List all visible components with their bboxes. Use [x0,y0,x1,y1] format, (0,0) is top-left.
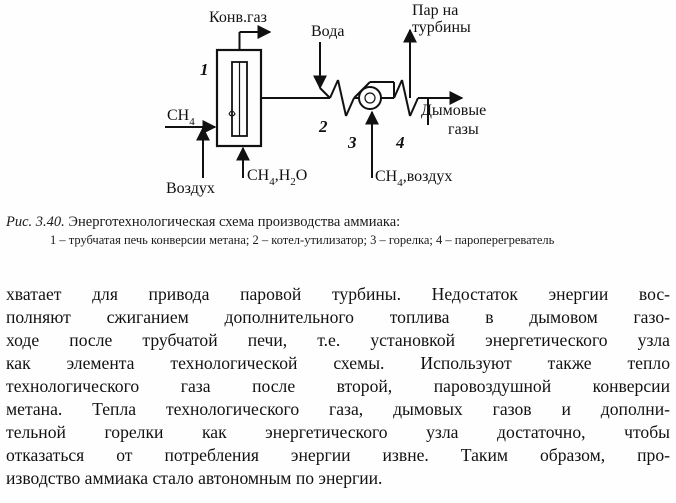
caption-title-line [6,212,670,232]
label-air: Воздух [166,180,215,197]
label-conv-gas: Конв.газ [209,9,267,26]
body-line: отказаться от потребления энергии извне. Таким образом, про- [6,445,670,465]
label-flue-line2: газы [448,121,479,138]
body-line: хватает для привода паровой турбины. Недостаток энергии вос- [6,284,670,304]
caption-legend: 1 – трубчатая печь конверсии метана; 2 – котел-утилизатор; 3 – горелка; 4 – пароперегреватель [50,233,555,247]
body-line: изводство аммиака стало автономным по энергии. [6,468,383,488]
tube-furnace [217,50,261,146]
caption-prefix: Рис. 3.40. [6,214,65,230]
body-line: технологического газа после второй, паровоздушной конверсии [6,376,670,396]
label-ch4-h2o: $CH_4,H_2O$ [247,167,308,188]
burner-3 [359,87,381,109]
label-ch4-input: $CH_4$ [167,107,195,128]
number-2: 2 [319,117,328,136]
body-line: как элемента технологической схемы. Используют также тепло [6,353,670,373]
label-steam-line2: турбины [412,19,471,36]
body-line: ходе после трубчатой печи, т.е. установкой энергетического узла [6,330,670,350]
number-3: 3 [348,133,357,152]
caption-title: Энерготехнологическая схема производства аммиака: [68,214,401,230]
flow-lines [165,30,462,178]
body-line: полняют сжиганием дополнительного топлива в дымовом газо- [6,307,670,327]
number-4: 4 [396,133,405,152]
figure-caption [6,212,670,249]
label-water: Вода [311,23,345,40]
body-text [6,283,670,490]
label-ch4-air: $CH_4,воздух$ [375,168,453,189]
number-1: 1 [200,60,209,79]
label-steam-line1: Пар на [412,2,459,19]
process-diagram [0,0,676,210]
label-flue-line1: Дымовые [421,102,487,119]
body-line: метана. Тепла технологического газа, дымовых газов и дополни- [6,399,670,419]
body-line: тельной горелки как энергетического узла достаточно, чтобы [6,422,670,442]
